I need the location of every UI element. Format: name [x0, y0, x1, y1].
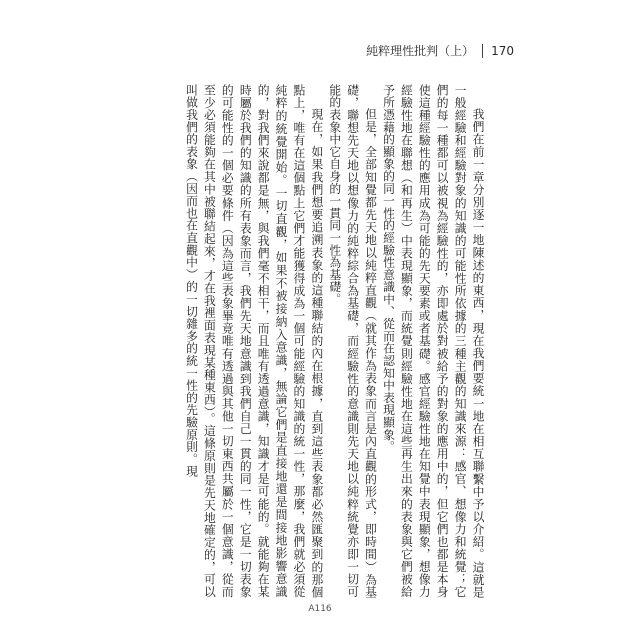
book-title: 純粹理性批判（上）: [366, 44, 475, 58]
body-text: [182, 84, 486, 598]
paragraph-1: 我們在前一章分別逐一地陳述的東西，現在我們要統一地在相互聯繫中予以介紹。這就是一般經驗和經驗對象的知識的可能性所依據的三種主觀的知識來源：感官、想像力和統覺；它們的每一種都可以被視為經驗性的，亦即處於對被給予的對象的應用中的，但它們也都是本身使這種經驗性的應用成為可能的先天要素或者基礎。感官經驗性地在知覺中表現顯象，想像力經驗性地在聯想（和再生）中表現顯象，而統覺則經驗性地在這些再生出來的表象與它們被給予所憑藉的顯象的同一性的經驗性意識中、從而在認知中表現顯象。: [381, 84, 485, 598]
footer-code: A116: [308, 604, 332, 614]
paragraph-3: 現在，如果我們想要追溯表象的這種聯結的內在根據，直到這些表象都必然匯聚到的那個點上，唯有在這個點上它們才能獲得成為一個可能經驗的知識的統一性，那麼，我們就必須從純粹的統覺開始。一切直觀，如果不被接納入意識，無論它們是直接地還是間接地影響意識的，對我們來說都是無，與我們毫不相干，而且唯有透過意識，知識才是可能的。就能夠在某時屬於我們的知識的所有表象而言，我們先天地意識到我們自己一貫的同一性，它是一切表象的可能性的一個必要條件（因為這些表象畢竟唯有透過與其他一切東西共屬於一個意識，從而至少必須能夠在其中被聯結起來，才在我裡面表現某種東西）。這條原則是先天地確定的，可以叫做我們的表象（因而也在直觀中）的一切雜多的統一性的先驗原則。現: [184, 84, 324, 598]
paragraph-2: 但是，全部知覺都先天地以純粹直觀（就其作為表象而言是內直觀的形式，即時間）為基礎，聯想先天地以想像力的純粹綜合為基礎，而經驗性的意識則先天地以純粹統覺亦即一切可能的表象中它自身的一貫同一性為基礎。: [327, 84, 378, 598]
header-divider: [482, 44, 483, 58]
page-number: 170: [491, 43, 514, 58]
running-head: [366, 42, 514, 59]
